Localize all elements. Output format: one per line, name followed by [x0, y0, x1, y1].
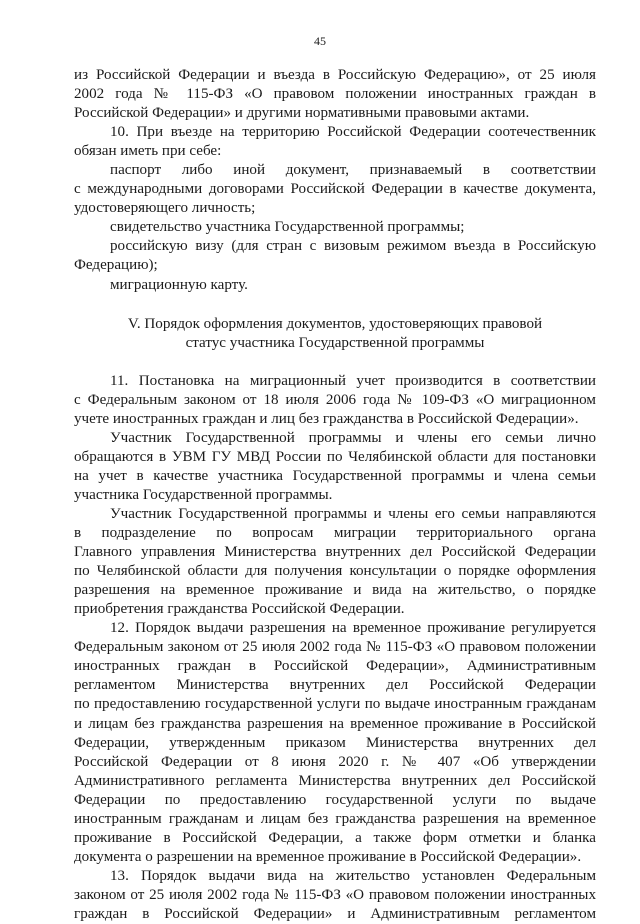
text-line: российскую визу (для стран с визовым режимом въезда в Российскую [110, 238, 596, 255]
paragraph [74, 867, 596, 924]
text-line: по Челябинской области для получения консультации о порядке оформления [74, 563, 596, 580]
section-spacer [74, 353, 596, 372]
text-line: граждан в Российской Федерации» и Административным регламентом [74, 905, 596, 922]
text-line: обращаются в УВМ ГУ МВД России по Челябинской области для постановки [74, 448, 596, 465]
paragraph [74, 161, 596, 218]
text-line: и лицам без гражданства разрешения на временное проживание в Российской [74, 715, 596, 732]
heading-line: статус участника Государственной программы [185, 334, 485, 351]
text-line: свидетельство участника Государственной программы; [110, 219, 465, 236]
heading-line: V. Порядок оформления документов, удостоверяющих правовой [127, 315, 543, 332]
text-line: паспорт либо иной документ, признаваемый в соответствии [110, 162, 596, 179]
text-line: Федерацию); [74, 257, 158, 274]
text-line: на учет в качестве участника Государственной программы и члена семьи [74, 467, 596, 484]
text-line: с международными договорами Российской Федерации в качестве документа, [74, 181, 596, 198]
page-number: 45 [314, 34, 326, 48]
text-line: обязан иметь при себе: [74, 143, 222, 160]
text-line: Российской Федерации» и другими нормативными правовыми актами. [74, 105, 530, 122]
paragraph [74, 218, 596, 237]
text-line: учете иностранных граждан и лиц без гражданства в Российской Федерации». [74, 410, 579, 427]
text-line: законом от 25 июля 2002 года № 115-ФЗ «О правовом положении иностранных [74, 886, 596, 903]
text-line: Федеральным законом от 25 июля 2002 года № 115-ФЗ «О правовом положении [74, 639, 596, 656]
text-line: из Российской Федерации и въезда в Российскую Федерацию», от 25 июля [74, 67, 596, 83]
text-line: 13. Порядок выдачи вида на жительство установлен Федеральным [110, 867, 596, 884]
text-line: разрешения на временное проживание и вида на жительство, о порядке [74, 582, 596, 599]
text-line: иностранных граждан в Российской Федерации», Административным [74, 658, 596, 675]
paragraph [74, 619, 596, 867]
text-line: приобретения гражданства Российской Федерации. [74, 601, 405, 618]
section-spacer [74, 295, 596, 315]
text-line: по предоставлению государственной услуги по выдаче иностранным гражданам [74, 696, 596, 713]
paragraph [74, 66, 596, 123]
text-line: Федерации по предоставлению государственной услуги по выдаче [74, 791, 596, 808]
paragraph [74, 237, 596, 275]
text-line: в подразделение по вопросам миграции территориального органа [74, 525, 596, 542]
text-line: миграционную карту. [110, 276, 248, 293]
text-line: Участник Государственной программы и члены его семьи направляются [110, 505, 596, 522]
text-line: участника Государственной программы. [74, 486, 333, 503]
document-body [74, 66, 596, 924]
text-line: с Федеральным законом от 18 июля 2006 года № 109-ФЗ «О миграционном [74, 391, 596, 408]
section-heading [74, 315, 596, 353]
text-line: иностранным гражданам и лицам без гражданства разрешения на временное [74, 810, 596, 827]
paragraph [74, 276, 596, 295]
text-line: 11. Постановка на миграционный учет производится в соответствии [110, 372, 596, 389]
text-line: удостоверяющего личность; [74, 200, 256, 217]
text-line: регламентом Министерства внутренних дел Российской Федерации [74, 677, 596, 694]
text-line: 10. При въезде на территорию Российской Федерации соотечественник [110, 124, 596, 141]
text-line: 2002 года № 115-ФЗ «О правовом положении иностранных граждан в [74, 86, 596, 103]
text-line: Участник Государственной программы и члены его семьи лично [110, 429, 596, 446]
text-line: Главного управления Министерства внутренних дел Российской Федерации [74, 544, 596, 561]
text-line: документа о разрешении на временное проживание в Российской Федерации». [74, 848, 582, 865]
paragraph [74, 123, 596, 161]
text-line: Административного регламента Министерства внутренних дел Российской [74, 772, 596, 789]
text-line: проживание в Российской Федерации, а также форм отметки и бланка [74, 829, 596, 846]
paragraph [74, 429, 596, 505]
text-line: 12. Порядок выдачи разрешения на временное проживание регулируется [110, 620, 596, 637]
paragraph [74, 372, 596, 429]
text-line: Российской Федерации от 8 июня 2020 г. № 407 «Об утверждении [74, 753, 596, 770]
paragraph [74, 505, 596, 619]
text-line: Федерации, утвержденным приказом Министерства внутренних дел [74, 734, 596, 751]
